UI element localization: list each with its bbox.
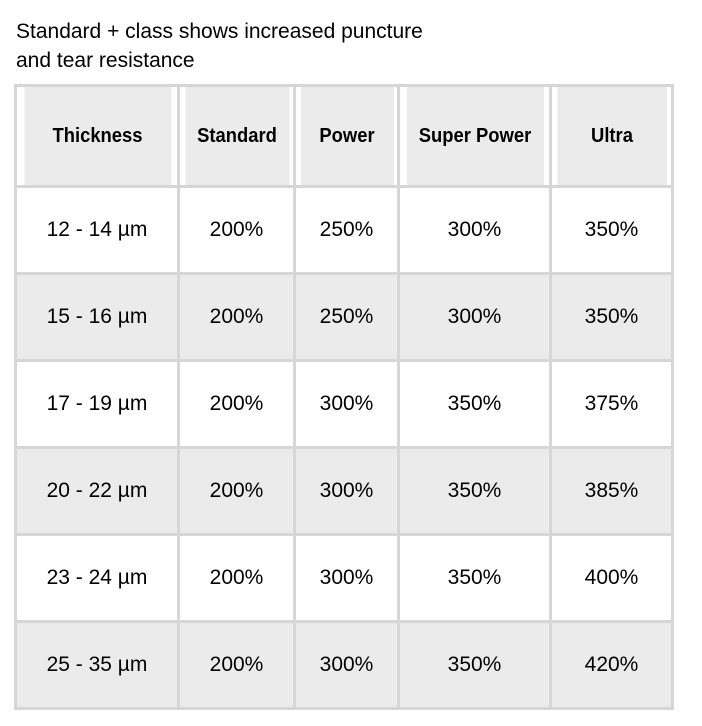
cell-power: 300% (295, 622, 399, 709)
cell-super-power: 300% (399, 187, 551, 274)
table-row (16, 448, 673, 535)
cell-ultra: 375% (551, 361, 673, 448)
table-row (16, 187, 673, 274)
table-row (16, 535, 673, 622)
cell-thickness: 23 - 24 µm (16, 535, 179, 622)
cell-power: 300% (295, 535, 399, 622)
cell-power: 300% (295, 448, 399, 535)
header-row (16, 86, 673, 187)
caption-line-2: and tear resistance (16, 49, 195, 72)
cell-thickness: 25 - 35 µm (16, 622, 179, 709)
header-ultra: Ultra (555, 86, 667, 187)
caption-line-1: Standard + class shows increased puncture (16, 20, 423, 43)
table-row (16, 274, 673, 361)
cell-power: 250% (295, 274, 399, 361)
cell-standard: 200% (179, 361, 295, 448)
cell-super-power: 350% (399, 535, 551, 622)
cell-super-power: 350% (399, 448, 551, 535)
cell-super-power: 300% (399, 274, 551, 361)
cell-standard: 200% (179, 535, 295, 622)
cell-thickness: 17 - 19 µm (16, 361, 179, 448)
cell-ultra: 400% (551, 535, 673, 622)
cell-ultra: 385% (551, 448, 673, 535)
cell-super-power: 350% (399, 622, 551, 709)
resistance-table (14, 84, 674, 710)
cell-power: 250% (295, 187, 399, 274)
cell-standard: 200% (179, 622, 295, 709)
cell-ultra: 420% (551, 622, 673, 709)
cell-standard: 200% (179, 448, 295, 535)
cell-ultra: 350% (551, 187, 673, 274)
cell-super-power: 350% (399, 361, 551, 448)
cell-thickness: 15 - 16 µm (16, 274, 179, 361)
cell-standard: 200% (179, 274, 295, 361)
table-row (16, 622, 673, 709)
header-super-power: Super Power (405, 86, 545, 187)
cell-thickness: 12 - 14 µm (16, 187, 179, 274)
cell-thickness: 20 - 22 µm (16, 448, 179, 535)
cell-ultra: 350% (551, 274, 673, 361)
table-row (16, 361, 673, 448)
table-caption (16, 17, 636, 75)
header-standard: Standard (183, 86, 290, 187)
header-power: Power (299, 86, 395, 187)
cell-standard: 200% (179, 187, 295, 274)
header-thickness: Thickness (22, 86, 172, 187)
cell-power: 300% (295, 361, 399, 448)
